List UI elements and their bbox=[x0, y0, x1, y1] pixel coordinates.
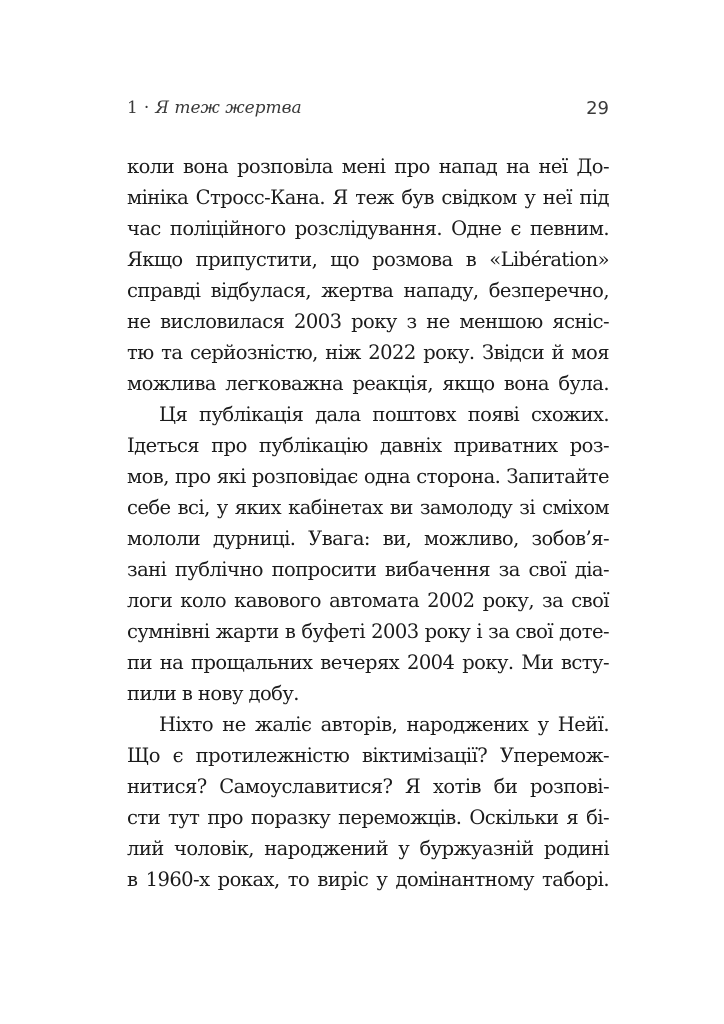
text-line: пили в нову добу. bbox=[127, 682, 299, 705]
paragraph-2 bbox=[127, 399, 609, 709]
text-line: сти тут про поразку переможців. Оскільки я бі- bbox=[127, 806, 609, 829]
text-line: коли вона розповіла мені про напад на неї До- bbox=[127, 155, 609, 178]
text-line: час поліційного розслідування. Одне є певним. bbox=[127, 217, 609, 240]
text-line: Що є протилежністю віктимізації? Уперемож- bbox=[127, 744, 609, 767]
text-line: зані публічно попросити вибачення за свої діа- bbox=[127, 558, 609, 581]
paragraph-3 bbox=[127, 709, 609, 895]
text-line: Ідеться про публікацію давніх приватних роз- bbox=[127, 434, 609, 457]
chapter-number: 1 bbox=[127, 98, 138, 118]
text-line: не висловилася 2003 року з не меншою яснiс- bbox=[127, 310, 609, 333]
text-line: пи на прощальних вечерях 2004 року. Ми всту- bbox=[127, 651, 609, 674]
text-line: себе всі, у яких кабінетах ви замолоду зі сміхом bbox=[127, 496, 609, 519]
paragraph-1 bbox=[127, 151, 609, 399]
separator-dot: · bbox=[143, 98, 150, 118]
page-number: 29 bbox=[586, 98, 609, 119]
text-line: тю та серйозністю, ніж 2022 року. Звідси й моя bbox=[127, 341, 609, 364]
text-line: лий чоловік, народжений у буржуазній родині bbox=[127, 837, 609, 860]
text-line: мололи дурниці. Увага: ви, можливо, зобов’я- bbox=[127, 527, 609, 550]
text-line: Якщо припустити, що розмова в «Libération» bbox=[127, 248, 609, 271]
chapter-label bbox=[127, 98, 302, 118]
text-line: в 1960-х роках, то виріс у домінантному таборі. bbox=[127, 868, 609, 891]
text-line: можлива легковажна реакція, якщо вона була. bbox=[127, 372, 609, 395]
text-line: логи коло кавового автомата 2002 року, за свої bbox=[127, 589, 609, 612]
body-text bbox=[127, 151, 609, 895]
text-line: Ніхто не жаліє авторів, народжених у Нейї. bbox=[159, 713, 609, 736]
text-line: мов, про які розповідає одна сторона. Запитайте bbox=[127, 465, 609, 488]
text-line: нитися? Самоуславитися? Я хотів би розпові- bbox=[127, 775, 609, 798]
text-line: сумнівні жарти в буфеті 2003 року і за свої доте- bbox=[127, 620, 609, 643]
text-line: мініка Стросс-Кана. Я теж був свідком у неї під bbox=[127, 186, 609, 209]
running-header bbox=[127, 98, 609, 124]
text-line: справді відбулася, жертва нападу, безперечно, bbox=[127, 279, 609, 302]
chapter-title: Я теж жертва bbox=[155, 98, 302, 118]
text-line: Ця публікація дала поштовх появі схожих. bbox=[159, 403, 609, 426]
